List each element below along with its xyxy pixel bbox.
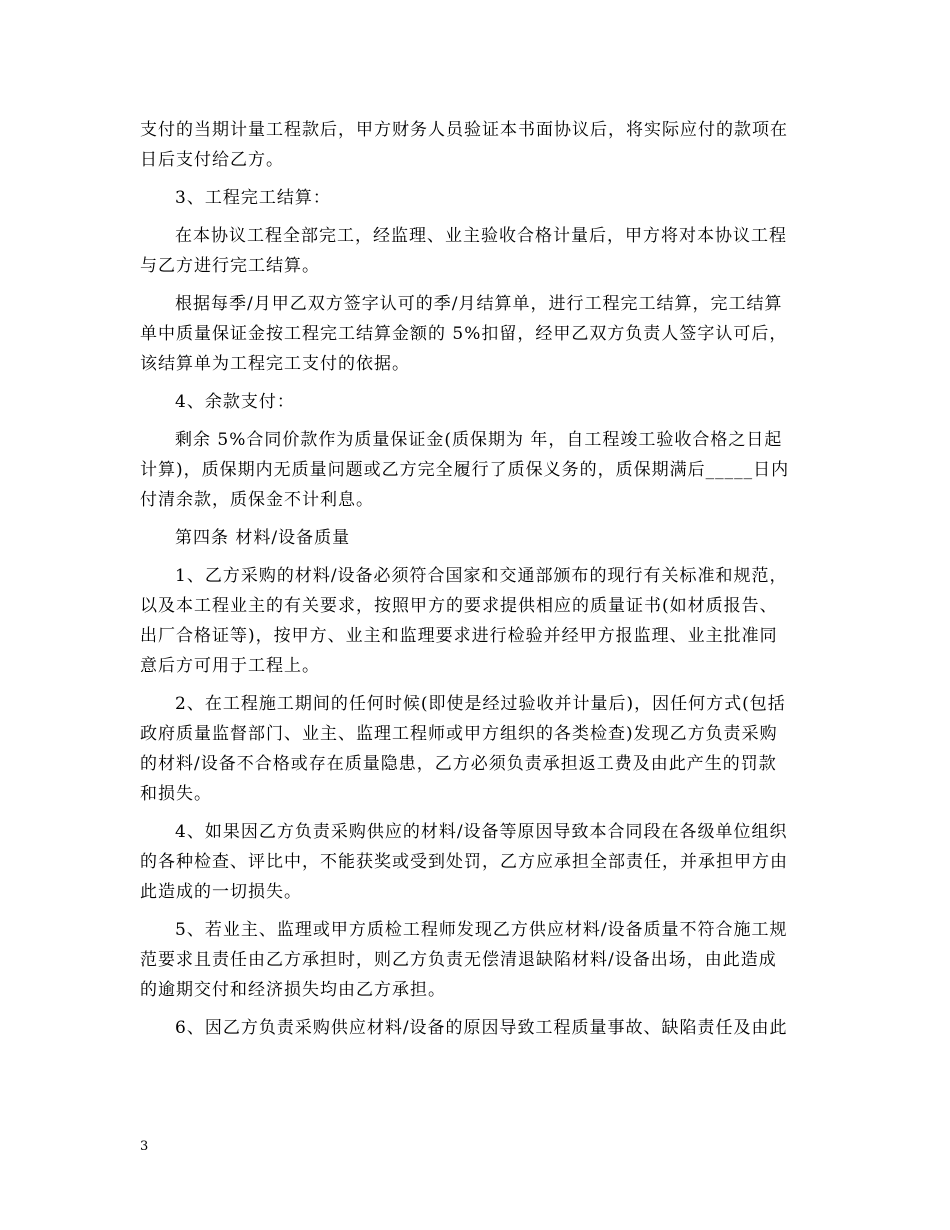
text-line: 意后方可用于工程上。: [140, 656, 320, 676]
text-line: 日后支付给乙方。: [140, 150, 284, 170]
document-body: [140, 115, 812, 1043]
page-number: 3: [140, 1139, 149, 1154]
text-line: 根据每季/月甲乙双方签字认可的季/月结算单，进行工程完工结算，完工结算: [175, 294, 783, 314]
paragraph-settlement-basis: [140, 289, 812, 379]
text-line: 此造成的一切损失。: [140, 882, 302, 902]
text-line: 的材料/设备不合格或存在质量隐患，乙方必须负责承担返工费及由此产生的罚款: [140, 754, 777, 774]
paragraph-clause-6: [140, 1013, 812, 1043]
paragraph-clause-2: [140, 689, 812, 809]
text-line: 在本协议工程全部完工，经监理、业主验收合格计量后，甲方将对本协议工程: [175, 226, 787, 246]
paragraph-quality-deposit: [140, 425, 812, 515]
paragraph-completion-settlement: [140, 221, 812, 281]
text-line: 6、因乙方负责采购供应材料/设备的原因导致工程质量事故、缺陷责任及由此: [175, 1018, 788, 1038]
paragraph-clause-5: [140, 915, 812, 1005]
paragraph-clause-4: [140, 817, 812, 907]
text-line: 该结算单为工程完工支付的依据。: [140, 354, 410, 374]
heading-balance-payment: [140, 387, 812, 417]
text-line: 4、如果因乙方负责采购供应的材料/设备等原因导致本合同段在各级单位组织: [175, 822, 788, 842]
text-line: 1、乙方采购的材料/设备必须符合国家和交通部颁布的现行有关标准和规范，: [175, 566, 788, 586]
text-line: 支付的当期计量工程款后，甲方财务人员验证本书面协议后，将实际应付的款项在: [140, 120, 788, 140]
text-line: 3、工程完工结算：: [175, 188, 331, 208]
text-line: 剩余 5%合同价款作为质量保证金(质保期为 年，自工程竣工验收合格之日起: [175, 430, 783, 450]
paragraph-clause-1: [140, 561, 812, 681]
text-line: 计算)，质保期内无质量问题或乙方完全履行了质保义务的，质保期满后_____日内: [140, 460, 790, 480]
text-line: 出厂合格证等)，按甲方、业主和监理要求进行检验并经甲方报监理、业主批准同: [140, 626, 778, 646]
text-line: 的各种检查、评比中，不能获奖或受到处罚，乙方应承担全部责任，并承担甲方由: [140, 852, 788, 872]
text-line: 与乙方进行完工结算。: [140, 256, 320, 276]
paragraph-payment-continuation: [140, 115, 812, 175]
text-line: 政府质量监督部门、业主、监理工程师或甲方组织的各类检查)发现乙方负责采购: [140, 724, 778, 744]
text-line: 的逾期交付和经济损失均由乙方承担。: [140, 980, 446, 1000]
heading-completion-settlement: [140, 183, 812, 213]
text-line: 单中质量保证金按工程完工结算金额的 5%扣留，经甲乙双方负责人签字认可后，: [140, 324, 788, 344]
text-line: 5、若业主、监理或甲方质检工程师发现乙方供应材料/设备质量不符合施工规: [175, 920, 788, 940]
text-line: 以及本工程业主的有关要求，按照甲方的要求提供相应的质量证书(如材质报告、: [140, 596, 778, 616]
text-line: 付清余款，质保金不计利息。: [140, 490, 374, 510]
text-line: 2、在工程施工期间的任何时候(即使是经过验收并计量后)，因任何方式(包括: [175, 694, 786, 714]
text-line: 和损失。: [140, 784, 212, 804]
heading-article-four: [140, 523, 812, 553]
text-line: 第四条 材料/设备质量: [175, 528, 351, 548]
text-line: 4、余款支付：: [175, 392, 295, 412]
text-line: 范要求且责任由乙方承担时，则乙方负责无偿清退缺陷材料/设备出场，由此造成: [140, 950, 777, 970]
